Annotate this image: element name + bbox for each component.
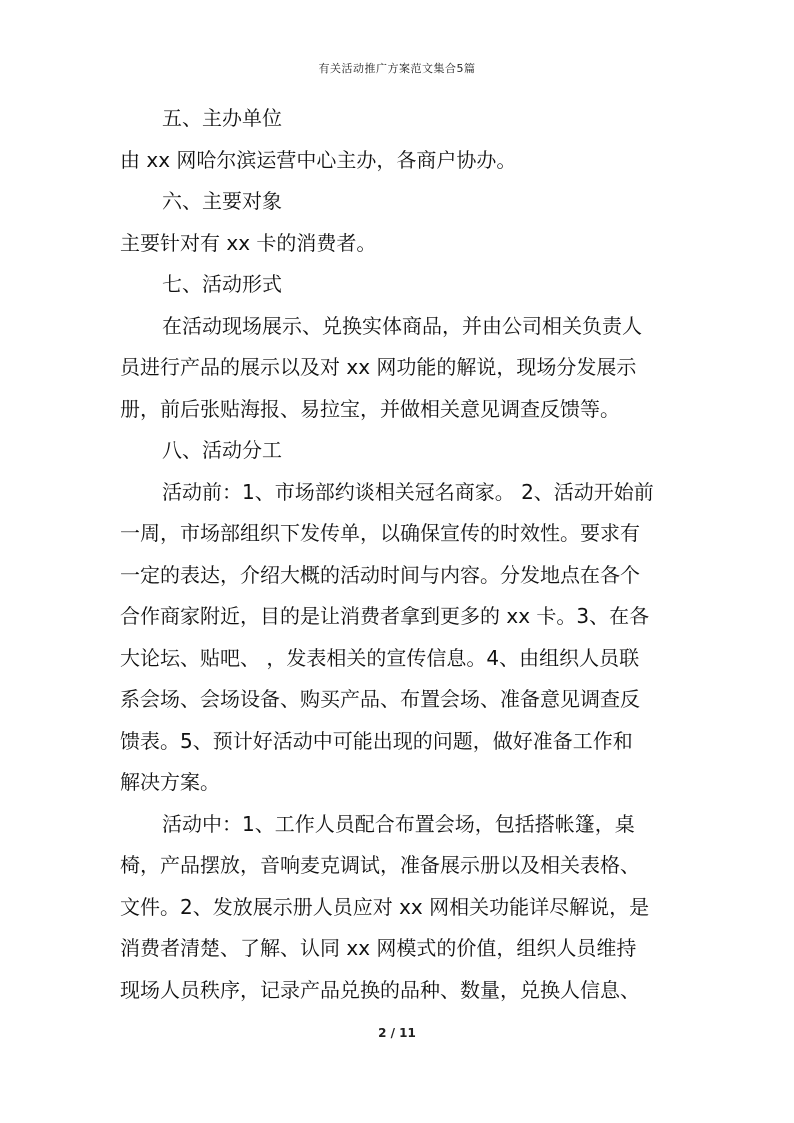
- paragraph-line: 大论坛、贴吧、 ，发表相关的宣传信息。4、由组织人员联: [120, 645, 640, 670]
- paragraph-line: 消费者清楚、了解、认同 xx 网模式的价值，组织人员维持: [120, 936, 637, 960]
- section-heading: 七、活动形式: [162, 272, 282, 296]
- paragraph-line: 现场人员秩序，记录产品兑换的品种、数量，兑换人信息、: [120, 977, 640, 1002]
- section-heading: 八、活动分工: [162, 438, 282, 462]
- paragraph-line: 由 xx 网哈尔滨运营中心主办，各商户协办。: [120, 147, 517, 172]
- paragraph-line: 主要针对有 xx 卡的消费者。: [120, 230, 377, 255]
- page-header-title: 有关活动推广方案范文集合5篇: [318, 62, 476, 75]
- document-body: [120, 98, 680, 1011]
- section-heading: 五、主办单位: [162, 106, 282, 130]
- paragraph-line: 在活动现场展示、兑换实体商品，并由公司相关负责人: [162, 313, 642, 338]
- section-heading: 六、主要对象: [162, 189, 282, 213]
- paragraph-line: 解决方案。: [120, 770, 220, 794]
- paragraph-line: 文件。2、发放展示册人员应对 xx 网相关功能详尽解说，是: [120, 894, 650, 919]
- paragraph-line: 椅，产品摆放，音响麦克调试，准备展示册以及相关表格、: [120, 853, 640, 877]
- paragraph-line: 活动前：1、市场部约谈相关冠名商家。 2、活动开始前: [162, 479, 654, 504]
- paragraph-line: 一定的表达，介绍大概的活动时间与内容。分发地点在各个: [120, 562, 640, 587]
- paragraph-line: 一周，市场部组织下发传单，以确保宣传的时效性。要求有: [120, 521, 640, 545]
- paragraph-line: 册，前后张贴海报、易拉宝，并做相关意见调查反馈等。: [120, 396, 620, 421]
- page-number: 2 / 11: [378, 1026, 416, 1040]
- paragraph-line: 合作商家附近，目的是让消费者拿到更多的 xx 卡。3、在各: [120, 604, 650, 628]
- paragraph-line: 系会场、会场设备、购买产品、布置会场、准备意见调查反: [120, 687, 640, 711]
- paragraph-line: 活动中：1、工作人员配合布置会场，包括搭帐篷，桌: [162, 811, 635, 836]
- paragraph-line: 馈表。5、预计好活动中可能出现的问题，做好准备工作和: [120, 728, 633, 753]
- paragraph-line: 员进行产品的展示以及对 xx 网功能的解说，现场分发展示: [120, 355, 637, 379]
